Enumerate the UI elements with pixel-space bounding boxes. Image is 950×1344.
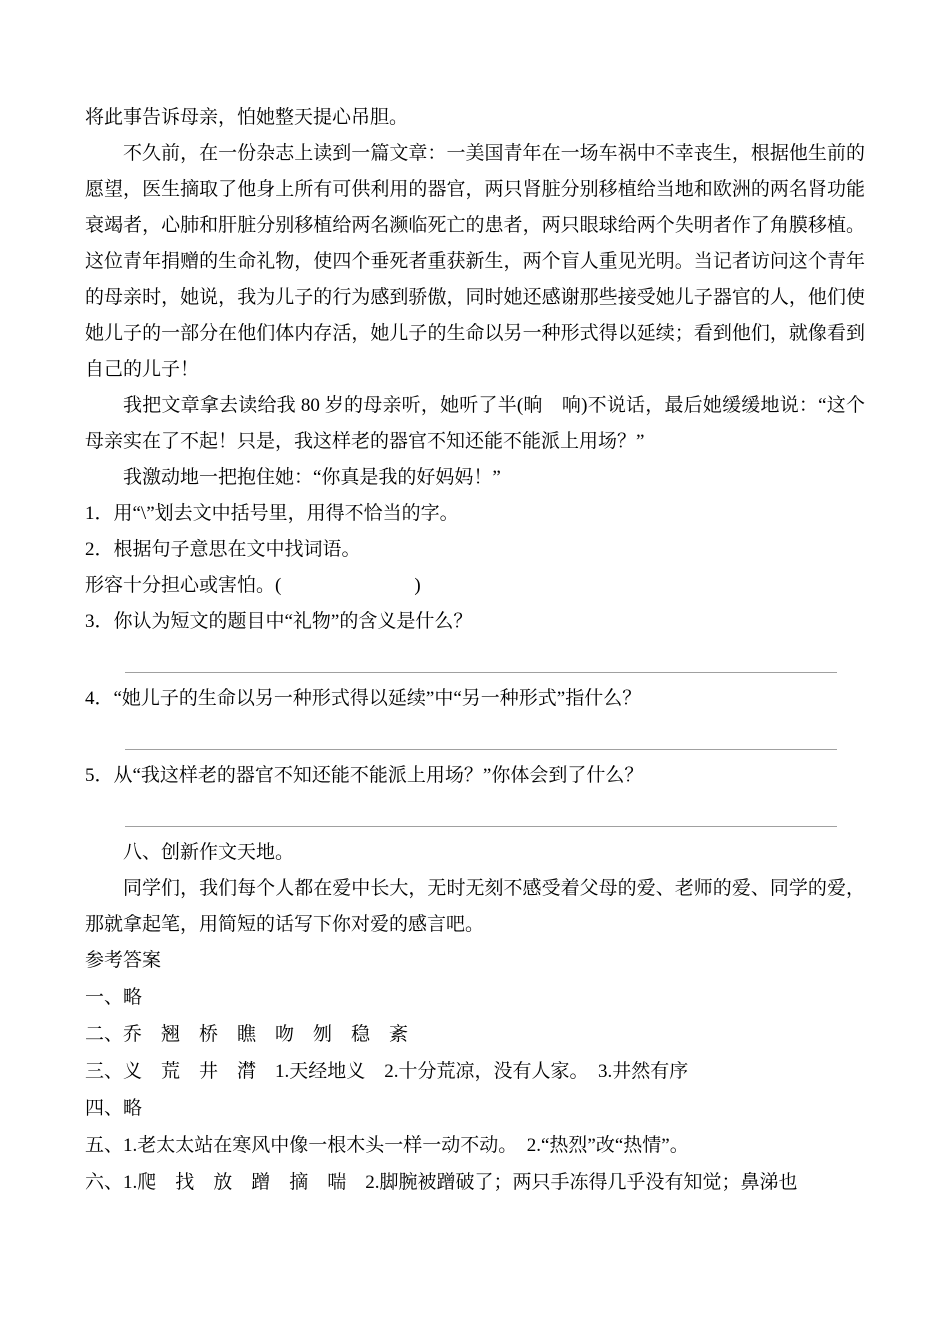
question-5: 5．从“我这样老的器官不知还能不能派上用场？”你体会到了什么？: [85, 765, 644, 786]
answer-blank-line-q5: [125, 794, 837, 827]
story-paragraph-2: 我把文章拿去读给我 80 岁的母亲听，她听了半(晌 响)不说话，最后她缓缓地说：“这个母亲实在了不起！只是，我这样老的器官不知还能不能派上用场？”: [85, 395, 865, 452]
answer-key-title: 参考答案: [85, 950, 162, 971]
answer-blank-line-q4: [125, 717, 837, 750]
answer-key-item-1: 一、略: [85, 987, 143, 1008]
question-1: 1．用“\”划去文中括号里，用得不恰当的字。: [85, 503, 459, 524]
answer-key-item-4: 四、略: [85, 1098, 143, 1119]
answer-key-item-6: 六、1.爬 找 放 蹭 摘 喘 2.脚腕被蹭破了；两只手冻得几乎没有知觉；鼻涕也: [85, 1172, 798, 1193]
section-8-body: 同学们，我们每个人都在爱中长大，无时无刻不感受着父母的爱、老师的爱、同学的爱，那就拿起笔，用简短的话写下你对爱的感言吧。: [85, 878, 865, 935]
answer-key-item-2: 二、乔 翘 桥 瞧 吻 刎 稳 紊: [85, 1024, 409, 1045]
answer-key-item-3: 三、义 荒 井 潸 1.天经地义 2.十分荒凉，没有人家。 3.井然有序: [85, 1061, 689, 1082]
question-2: 2．根据句子意思在文中找词语。: [85, 539, 361, 560]
section-8-title: 八、创新作文天地。: [123, 842, 295, 863]
story-paragraph-3: 我激动地一把抱住她：“你真是我的好妈妈！”: [123, 467, 501, 488]
question-4: 4．“她儿子的生命以另一种形式得以延续”中“另一种形式”指什么？: [85, 688, 642, 709]
question-2-clue: 形容十分担心或害怕。( ): [85, 575, 421, 596]
answer-blank-line-q3: [125, 640, 837, 673]
story-paragraph-1: 不久前，在一份杂志上读到一篇文章：一美国青年在一场车祸中不幸丧生，根据他生前的愿望，医生摘取了他身上所有可供利用的器官，两只肾脏分别移植给当地和欧洲的两名肾功能衰竭者，心肺和肝脏分别移植给两名濒临死亡的患者，两只眼球给两个失明者作了角膜移植。这位青年捐赠的生命礼物，使四个垂死者重获新生，两个盲人重见光明。当记者访问这个青年的母亲时，她说，我为儿子的行为感到骄傲，同时她还感谢那些接受她儿子器官的人，他们使她儿子的一部分在他们体内存活，她儿子的生命以另一种形式得以延续；看到他们，就像看到自己的儿子！: [85, 143, 865, 380]
reading-continuation-line: 将此事告诉母亲，怕她整天提心吊胆。: [85, 107, 409, 128]
question-3: 3．你认为短文的题目中“礼物”的含义是什么？: [85, 611, 473, 632]
answer-key-item-5: 五、1.老太太站在寒风中像一根木头一样一动不动。 2.“热烈”改“热情”。: [85, 1135, 689, 1156]
